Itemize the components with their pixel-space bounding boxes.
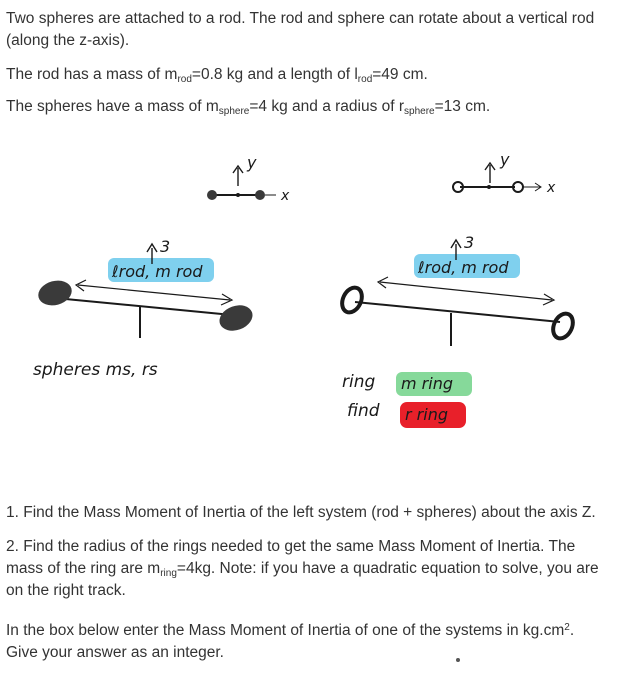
sphere-mass-subscript: sphere	[218, 106, 250, 117]
answer-prompt-superscript: 2	[564, 622, 570, 633]
rod-mass-subscript: rod	[177, 74, 192, 85]
right-top-axis-dot	[487, 185, 491, 189]
right-side-view	[338, 233, 576, 428]
question-2	[6, 536, 611, 602]
right-ring-2	[549, 310, 576, 341]
sphere-radius-subscript: sphere	[404, 106, 435, 117]
right-ring-1	[338, 284, 365, 315]
question-1	[6, 502, 611, 524]
sphere-mass-value: =4 kg and a radius of r	[249, 98, 405, 115]
question-2-prefix: 2. Find the radius of the rings needed to get the same Mass Moment of Inertia. The mass of the ring are m	[6, 538, 576, 577]
left-dimension-line	[78, 285, 230, 300]
left-spheres-label: spheres ms, rs	[33, 360, 158, 380]
left-rod-label: ℓrod, m rod	[112, 262, 203, 281]
answer-prompt-suffix: .	[569, 622, 575, 639]
answer-prompt	[6, 620, 611, 664]
question-1-text: 1. Find the Mass Moment of Inertia of the left system (rod + spheres) about the axis Z.	[6, 504, 596, 521]
left-side-view	[33, 237, 256, 380]
rod-mass-value: =0.8 kg and a length of l	[191, 66, 358, 83]
right-z-label: 3	[464, 233, 475, 252]
left-rod	[55, 298, 232, 315]
sphere-radius-value: =13 cm.	[434, 98, 491, 115]
right-rod	[355, 302, 560, 322]
question-2-suffix: =4kg. Note: if you have a quadratic equation to solve, you are on the right track.	[6, 560, 599, 599]
right-r-ring-label: r ring	[405, 405, 448, 424]
answer-prompt-prefix: In the box below enter the Mass Moment of Inertia of one of the systems in kg.cm	[6, 622, 565, 639]
left-top-sphere-1	[207, 190, 217, 200]
sphere-spec	[6, 96, 611, 118]
answer-prompt-line-2: Give your answer as an integer.	[6, 644, 224, 661]
ring-mass-subscript: ring	[160, 568, 177, 579]
right-m-ring-label: m ring	[401, 374, 453, 393]
left-top-view	[207, 153, 290, 204]
right-top-x-label: x	[547, 180, 556, 196]
rod-spec	[6, 64, 611, 86]
right-ring-label: ring	[342, 372, 376, 392]
left-sphere-1	[35, 277, 74, 309]
left-z-label: 3	[160, 237, 171, 256]
sphere-spec-prefix: The spheres have a mass of m	[6, 98, 219, 115]
right-find-label: find	[347, 401, 380, 421]
rod-length-value: =49 cm.	[372, 66, 428, 83]
rod-length-subscript: rod	[357, 74, 373, 85]
left-top-sphere-2	[255, 190, 265, 200]
intro-text: Two spheres are attached to a rod. The rod and sphere can rotate about a vertical rod (along the z-axis).	[6, 10, 595, 49]
rod-spec-prefix: The rod has a mass of m	[6, 66, 178, 83]
right-dimension-line	[380, 282, 552, 300]
right-top-y-arrow	[485, 163, 495, 183]
handwritten-sketch	[0, 140, 617, 470]
left-sphere-2	[216, 301, 256, 335]
right-top-view	[453, 150, 556, 196]
left-top-y-label: y	[247, 153, 257, 172]
stray-dot	[456, 658, 460, 662]
left-top-x-label: x	[281, 188, 290, 204]
left-top-y-arrow	[233, 166, 243, 186]
right-top-x-arrow	[524, 183, 541, 191]
right-top-y-label: y	[500, 150, 510, 169]
left-top-axis-dot	[236, 193, 240, 197]
intro-line-1	[6, 8, 611, 52]
right-rod-label: ℓrod, m rod	[418, 258, 509, 277]
